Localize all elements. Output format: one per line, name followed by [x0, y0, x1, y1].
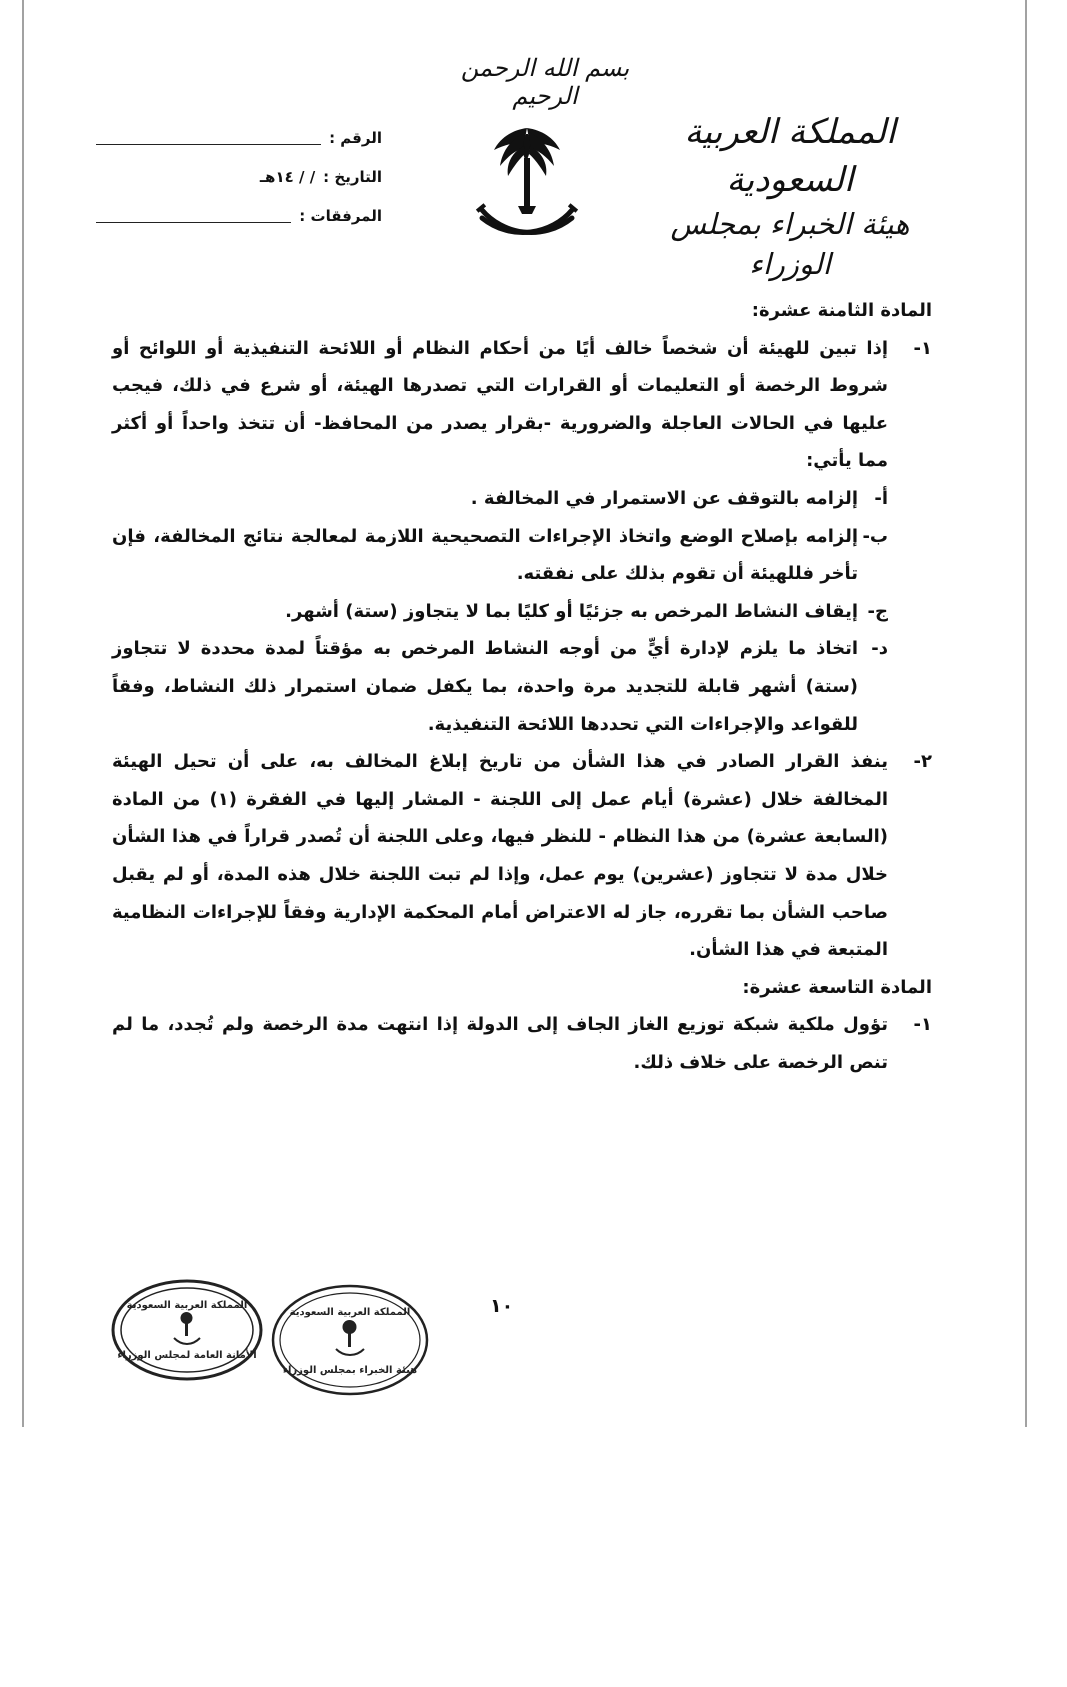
sub-item-text: إلزامه بالتوقف عن الاستمرار في المخالفة .	[470, 487, 858, 509]
attachments-label: المرفقات :	[299, 206, 382, 225]
sub-item-text: اتخاذ ما يلزم لإدارة أيٍّ من أوجه النشاط المرخص به مؤقتاً لمدة محددة لا تتجاوز (ستة) أشهر قابلة للتجديد مرة واحدة، بما يكفل ضمان استمرار ذلك النشاط، وفقاً للقواعد والإجراءات التي تحددها اللائحة التنفيذية.	[112, 638, 858, 735]
article-18-paragraph-1	[112, 330, 932, 480]
kingdom-title: المملكة العربية السعودية	[684, 112, 896, 200]
date-value: / / ١٤هـ	[259, 167, 316, 186]
article-18-sub-items	[112, 480, 888, 743]
paragraph-text: إذا تبين للهيئة أن شخصاً خالف أيًا من أحكام النظام أو اللائحة التنفيذية أو اللوائح أو شروط الرخصة أو التعليمات أو القرارات التي تصدرها الهيئة، أو شرع في ذلك، فيجب عليها في الحالات العاجلة والضرورية -بقرار يصدر من المحافظ- أن تتخذ واحداً أو أكثر مما يأتي:	[112, 337, 888, 472]
article-19-heading: المادة التاسعة عشرة:	[742, 976, 932, 998]
seal-1-bottom-text: الأمانة العامة لمجلس الوزراء	[117, 1350, 257, 1361]
reference-block	[92, 118, 382, 235]
sub-item-b	[112, 518, 888, 593]
scan-edge-right	[1025, 0, 1027, 1427]
number-blank-line	[96, 130, 321, 145]
number-label: الرقم :	[329, 128, 382, 147]
basmala: بسم الله الرحمن الرحيم	[460, 54, 630, 110]
paragraph-text: ينفذ القرار الصادر في هذا الشأن من تاريخ إبلاغ المخالف به، على أن تحيل الهيئة المخالفة خلال (عشرة) أيام عمل إلى اللجنة - المشار إليها في الفقرة (١) من المادة (السابعة عشرة) من هذا النظام - للنظر فيها، وعلى اللجنة أن تُصدر قراراً في هذا الشأن خلال مدة لا تتجاوز (عشرين) يوم عمل، وإذا لم تبت اللجنة خلال هذه المدة، أو لم يقبل صاحب الشأن بما تقرره، جاز له الاعتراض أمام المحكمة الإدارية وفقاً للإجراءات النظامية المتبعة في هذا الشأن.	[112, 751, 888, 961]
sub-item-letter: د-	[871, 638, 888, 660]
seal-2-bottom-text: هيئة الخبراء بمجلس الوزراء	[282, 1365, 418, 1376]
letterhead-right	[640, 108, 940, 284]
sub-item-text: إلزامه بإصلاح الوضع واتخاذ الإجراءات التصحيحية اللازمة لمعالجة نتائج المخالفة، فإن تأخر فللهيئة أن تقوم بذلك على نفقته.	[112, 525, 858, 585]
paragraph-number: ٢-	[913, 751, 932, 773]
number-row	[92, 118, 382, 157]
paragraph-number: ١-	[913, 1014, 932, 1036]
experts-commission-seal-icon	[270, 1283, 430, 1397]
scan-edge-left	[22, 0, 24, 1427]
sub-item-text: إيقاف النشاط المرخص به جزئيًا أو كليًا بما لا يتجاوز (ستة) أشهر.	[285, 600, 858, 622]
page-number: ١٠	[490, 1295, 514, 1317]
seal-2-top-text: المملكة العربية السعودية	[289, 1307, 411, 1318]
general-secretariat-seal-icon	[110, 1278, 265, 1382]
sub-item-a	[112, 480, 888, 518]
sub-item-letter: ج-	[867, 600, 888, 622]
sub-item-letter: ب-	[862, 525, 888, 547]
paragraph-number: ١-	[913, 337, 932, 359]
attachments-row	[92, 196, 382, 235]
palm-swords-emblem-icon	[472, 118, 582, 248]
article-18-heading: المادة الثامنة عشرة:	[751, 300, 932, 321]
sub-item-letter: أ-	[874, 487, 888, 509]
article-19-paragraph-1	[112, 1006, 932, 1081]
document-body	[112, 292, 932, 1081]
seal-1-top-text: المملكة العربية السعودية	[126, 1300, 248, 1311]
sub-item-c	[112, 593, 888, 631]
date-label: التاريخ :	[323, 167, 382, 186]
council-title: هيئة الخبراء بمجلس الوزراء	[670, 207, 910, 281]
paragraph-text: تؤول ملكية شبكة توزيع الغاز الجاف إلى الدولة إذا انتهت مدة الرخصة ولم تُجدد، ما لم تنص الرخصة على خلاف ذلك.	[112, 1014, 888, 1073]
article-18-paragraph-2	[112, 743, 932, 969]
attachments-blank-line	[96, 208, 291, 223]
sub-item-d	[112, 630, 888, 743]
date-row	[92, 157, 382, 196]
